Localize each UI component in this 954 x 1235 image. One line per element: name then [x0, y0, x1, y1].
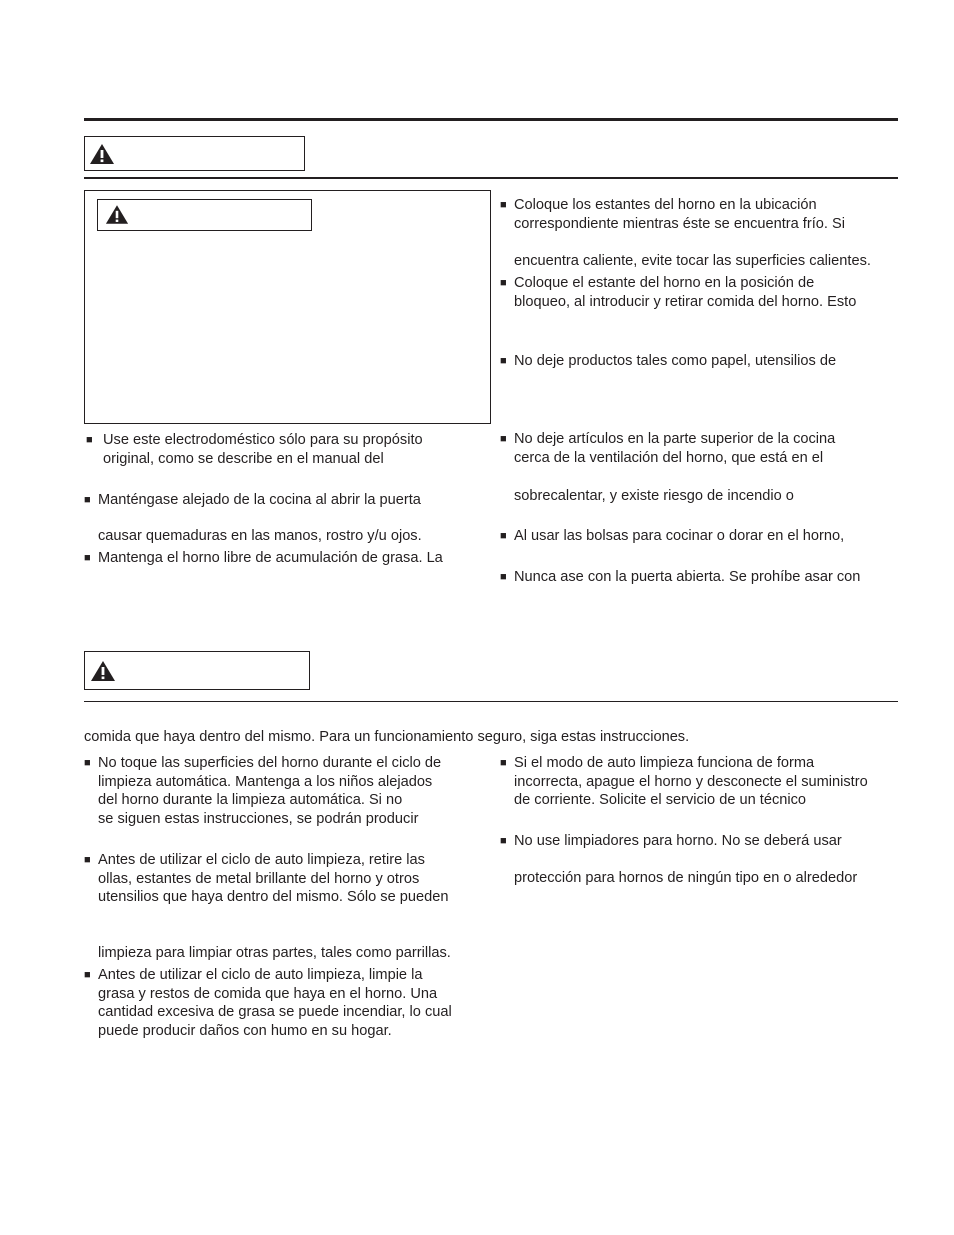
bullet-icon: ■: [500, 835, 507, 847]
bullet-icon: ■: [500, 530, 507, 542]
bullet-icon: ■: [86, 434, 93, 446]
list-item-line: causar quemaduras en las manos, rostro y/u ojos.: [98, 528, 422, 544]
list-item-line: Antes de utilizar el ciclo de auto limpieza, limpie la: [98, 967, 423, 983]
list-item-line: Use este electrodoméstico sólo para su propósito: [103, 432, 423, 448]
list-item-line: puede producir daños con humo en su hogar.: [98, 1023, 392, 1039]
list-item-line: Si el modo de auto limpieza funciona de forma: [514, 755, 815, 771]
list-item-line: No deje productos tales como papel, utensilios de: [514, 353, 837, 369]
list-item-line: Antes de utilizar el ciclo de auto limpieza, retire las: [98, 852, 425, 868]
list-item-line: cantidad excesiva de grasa se puede incendiar, lo cual: [98, 1004, 452, 1020]
list-item-line: No deje artículos en la parte superior de la cocina: [514, 431, 836, 447]
list-item-line: limpieza automática. Mantenga a los niños alejados: [98, 774, 433, 790]
top-rule: [84, 118, 898, 121]
list-item-line: Manténgase alejado de la cocina al abrir la puerta: [98, 492, 421, 508]
list-item-line: grasa y restos de comida que haya en el horno. Una: [98, 986, 438, 1002]
list-item-line: sobrecalentar, y existe riesgo de incendio o: [514, 488, 794, 504]
warning-triangle-icon: [89, 143, 115, 165]
warning-triangle-icon: [105, 204, 129, 225]
bullet-icon: ■: [84, 552, 91, 564]
list-item-line: No toque las superficies del horno durante el ciclo de: [98, 755, 442, 771]
list-item-line: original, como se describe en el manual del: [103, 451, 384, 467]
bullet-icon: ■: [500, 757, 507, 769]
list-item-line: se siguen estas instrucciones, se podrán producir: [98, 811, 419, 827]
inner-warning-box: [97, 199, 312, 231]
list-item-line: cerca de la ventilación del horno, que está en el: [514, 450, 824, 466]
bullet-icon: ■: [500, 433, 507, 445]
bullet-icon: ■: [500, 571, 507, 583]
warning-frame: [84, 190, 491, 424]
section-intro: comida que haya dentro del mismo. Para un funcionamiento seguro, siga estas instrucciones.: [84, 729, 690, 745]
list-item-line: Coloque el estante del horno en la posición de: [514, 275, 815, 291]
bullet-icon: ■: [500, 199, 507, 211]
list-item-line: protección para hornos de ningún tipo en o alrededor: [514, 870, 858, 886]
list-item-line: correspondiente mientras éste se encuentra frío. Si: [514, 216, 845, 232]
list-item-line: del horno durante la limpieza automática. Si no: [98, 792, 403, 808]
warning-triangle-icon: [90, 660, 116, 682]
list-item-line: incorrecta, apague el horno y desconecte el suministro: [514, 774, 868, 790]
bullet-icon: ■: [84, 494, 91, 506]
bullet-icon: ■: [84, 969, 91, 981]
list-item-line: Al usar las bolsas para cocinar o dorar en el horno,: [514, 528, 845, 544]
caution-header-box: [84, 136, 305, 171]
list-item-line: Mantenga el horno libre de acumulación de grasa. La: [98, 550, 443, 566]
section2-rule: [84, 701, 898, 702]
caution-header-box: [84, 651, 310, 690]
list-item-line: No use limpiadores para horno. No se deberá usar: [514, 833, 842, 849]
bullet-icon: ■: [500, 355, 507, 367]
bullet-icon: ■: [84, 854, 91, 866]
list-item-line: ollas, estantes de metal brillante del horno y otros: [98, 871, 420, 887]
list-item-line: limpieza para limpiar otras partes, tales como parrillas.: [98, 945, 451, 961]
list-item-line: utensilios que haya dentro del mismo. Sólo se pueden: [98, 889, 449, 905]
list-item-line: de corriente. Solicite el servicio de un técnico: [514, 792, 807, 808]
list-item-line: bloqueo, al introducir y retirar comida del horno. Esto: [514, 294, 857, 310]
list-item-line: Nunca ase con la puerta abierta. Se prohíbe asar con: [514, 569, 861, 585]
bullet-icon: ■: [84, 757, 91, 769]
list-item-line: Coloque los estantes del horno en la ubicación: [514, 197, 817, 213]
section1-rule: [84, 177, 898, 179]
bullet-icon: ■: [500, 277, 507, 289]
list-item-line: encuentra caliente, evite tocar las superficies calientes.: [514, 253, 871, 269]
